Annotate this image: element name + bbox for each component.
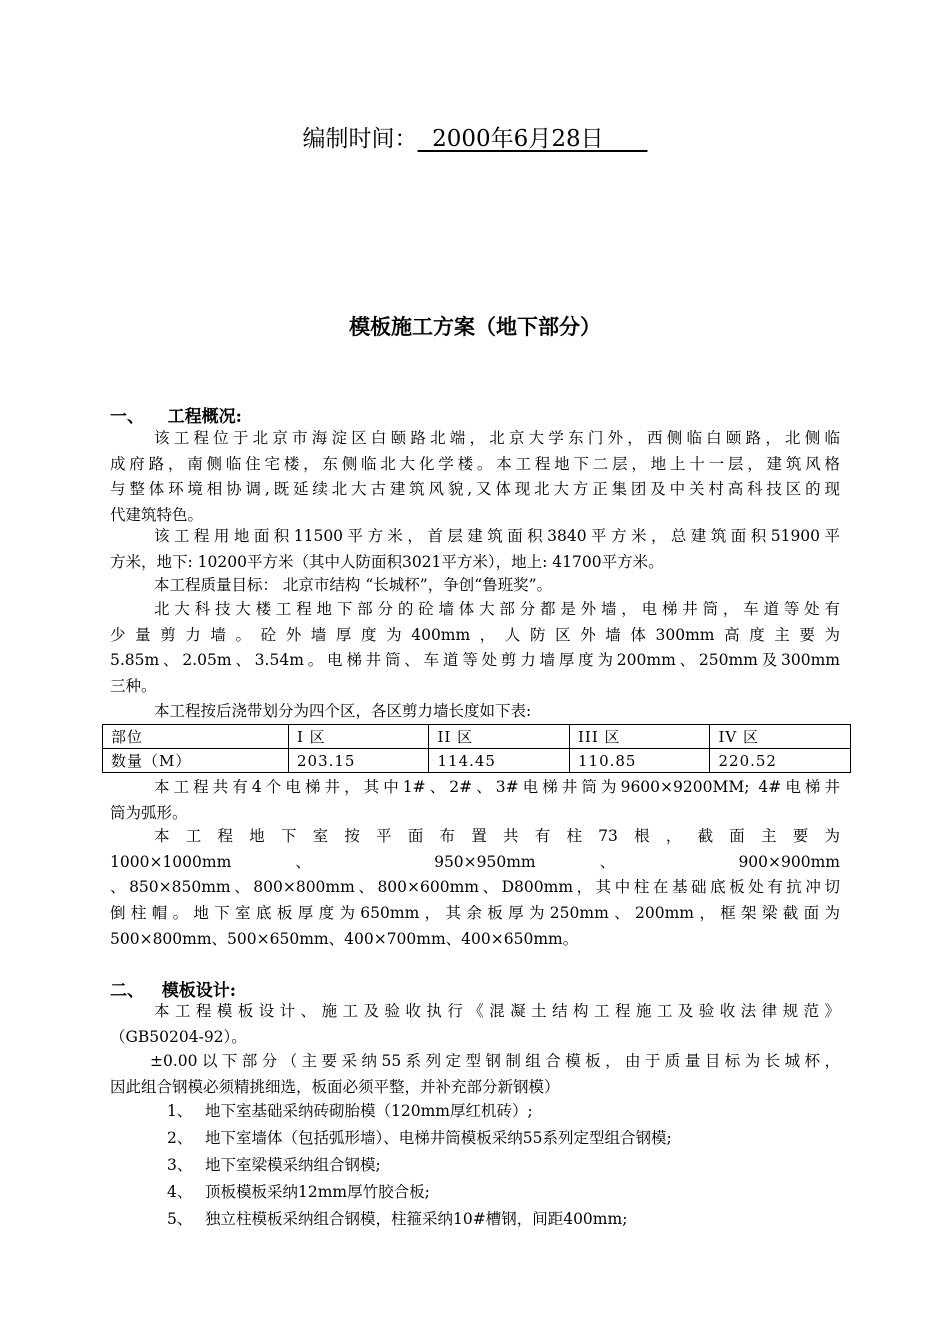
paragraph-line: 500×800mm、500×650mm、400×700mm、400×650mm。 bbox=[110, 929, 579, 948]
compile-date-value: 2000年6月28日 bbox=[417, 126, 648, 152]
paragraph-line: 成府路，南侧临住宅楼，东侧临北大化学楼。本工程地下二层，地上十一层，建筑风格 bbox=[110, 454, 840, 473]
list-item bbox=[167, 1125, 672, 1152]
table-row bbox=[103, 749, 851, 773]
section1-paragraph-elevators bbox=[110, 775, 840, 826]
list-item bbox=[167, 1206, 672, 1233]
section1-paragraph-walls bbox=[110, 597, 840, 700]
list-item-text: 独立柱模板采纳组合钢模，柱箍采纳10#槽钢，间距400mm; bbox=[205, 1210, 628, 1228]
list-item-number: 3、 bbox=[167, 1156, 193, 1174]
paragraph-line: 5.85m、2.05m、3.54m。电梯井筒、车道等处剪力墙厚度为200mm、250mm及300mm bbox=[110, 651, 840, 670]
table-cell: 114.45 bbox=[429, 749, 570, 773]
paragraph-line: 因此组合钢模必须精挑细选，板面必须平整，并补充部分新钢模） bbox=[110, 1077, 560, 1096]
paragraph-line: 本工程共有4个电梯井，其中1#、2#、3#电梯井筒为9600×9200MM; 4#电梯井 bbox=[154, 778, 840, 796]
table-cell: 203.15 bbox=[288, 749, 429, 773]
compile-date-label: 编制时间： bbox=[302, 126, 418, 152]
table-cell: IV 区 bbox=[710, 725, 851, 749]
paragraph-line: 方米，地下: 10200平方米（其中人防面积3021平方米），地上: 41700平方米。 bbox=[110, 552, 664, 571]
list-item-text: 地下室梁模采纳组合钢模; bbox=[205, 1156, 381, 1174]
paragraph-line: 筒为弧形。 bbox=[110, 803, 188, 822]
paragraph-line: 三种。 bbox=[110, 677, 157, 696]
table-cell: I 区 bbox=[288, 725, 429, 749]
section1-paragraph-quality bbox=[110, 573, 840, 599]
paragraph-line: 、850×850mm、800×800mm、800×600mm、D800mm，其中柱在基础底板处有抗冲切 bbox=[110, 878, 840, 897]
section1-heading: 一、 工程概况: bbox=[110, 407, 242, 427]
section2-paragraph-standard bbox=[110, 999, 840, 1050]
list-item-text: 地下室墙体（包括弧形墙）、电梯井筒模板采纳55系列定型组合钢模; bbox=[205, 1129, 672, 1147]
wall-length-table bbox=[102, 724, 851, 773]
list-item-text: 顶板模板采纳12mm厚竹胶合板; bbox=[205, 1183, 430, 1201]
paragraph-line: 与整体环境相协调,既延续北大古建筑风貌,又体现北大方正集团及中关村高科技区的现 bbox=[110, 480, 840, 499]
section2-heading: 二、 模板设计: bbox=[110, 981, 237, 1001]
formwork-list bbox=[167, 1098, 672, 1233]
table-row bbox=[103, 725, 851, 749]
list-item-text: 地下室基础采纳砖砌胎模（120mm厚红机砖）; bbox=[205, 1102, 533, 1120]
section1-paragraph-zones bbox=[110, 699, 840, 725]
list-item-number: 1、 bbox=[167, 1102, 193, 1120]
paragraph-line: 北大科技大楼工程地下部分的砼墙体大部分都是外墙，电梯井筒，车道等处有 bbox=[154, 600, 840, 618]
list-item bbox=[167, 1179, 672, 1206]
list-item-number: 2、 bbox=[167, 1129, 193, 1147]
list-item bbox=[167, 1098, 672, 1125]
section2-paragraph-formwork bbox=[110, 1049, 840, 1100]
paragraph-line: 本工程模板设计、施工及验收执行《混凝土结构工程施工及验收法律规范》 bbox=[154, 1002, 840, 1020]
table-cell: II 区 bbox=[429, 725, 570, 749]
paragraph-line: 倒柱帽。地下室底板厚度为650mm，其余板厚为250mm、200mm，框架梁截面为 bbox=[110, 904, 840, 923]
section1-paragraph-area bbox=[110, 524, 840, 575]
table-cell: 220.52 bbox=[710, 749, 851, 773]
paragraph-line: 代建筑特色。 bbox=[110, 506, 204, 525]
table-cell: 110.85 bbox=[569, 749, 710, 773]
paragraph-line: ±0.00以下部分（主要采纳55系列定型钢制组合模板，由于质量目标为长城杯， bbox=[150, 1052, 840, 1070]
section1-paragraph-columns bbox=[110, 824, 840, 953]
list-item bbox=[167, 1152, 672, 1179]
list-item-number: 5、 bbox=[167, 1210, 193, 1228]
paragraph-line: 该工程位于北京市海淀区白颐路北端，北京大学东门外，西侧临白颐路，北侧临 bbox=[154, 429, 840, 447]
table-cell: 部位 bbox=[103, 725, 289, 749]
paragraph-line: （GB50204-92）。 bbox=[110, 1027, 247, 1046]
list-item-number: 4、 bbox=[167, 1183, 193, 1201]
paragraph-line: 少量剪力墙。砼外墙厚度为400mm，人防区外墙体300mm高度主要为 bbox=[110, 625, 840, 644]
table-cell: III 区 bbox=[569, 725, 710, 749]
compile-date bbox=[0, 120, 950, 153]
paragraph-line: 本工程质量目标： 北京市结构 “长城杯”，争创“鲁班奖”。 bbox=[154, 576, 553, 594]
table-cell: 数量（M） bbox=[103, 749, 289, 773]
section1-paragraph-location bbox=[110, 426, 840, 529]
paragraph-line: 本工程地下室按平面布置共有柱73根，截面主要为 bbox=[154, 827, 840, 845]
paragraph-line: 1000×1000mm 、 950×950mm 、 900×900mm bbox=[110, 852, 840, 871]
paragraph-line: 该工程用地面积11500平方米，首层建筑面积3840平方米，总建筑面积51900平 bbox=[154, 527, 840, 545]
document-title: 模板施工方案（地下部分） bbox=[349, 314, 601, 339]
paragraph-line: 本工程按后浇带划分为四个区，各区剪力墙长度如下表: bbox=[154, 702, 532, 720]
